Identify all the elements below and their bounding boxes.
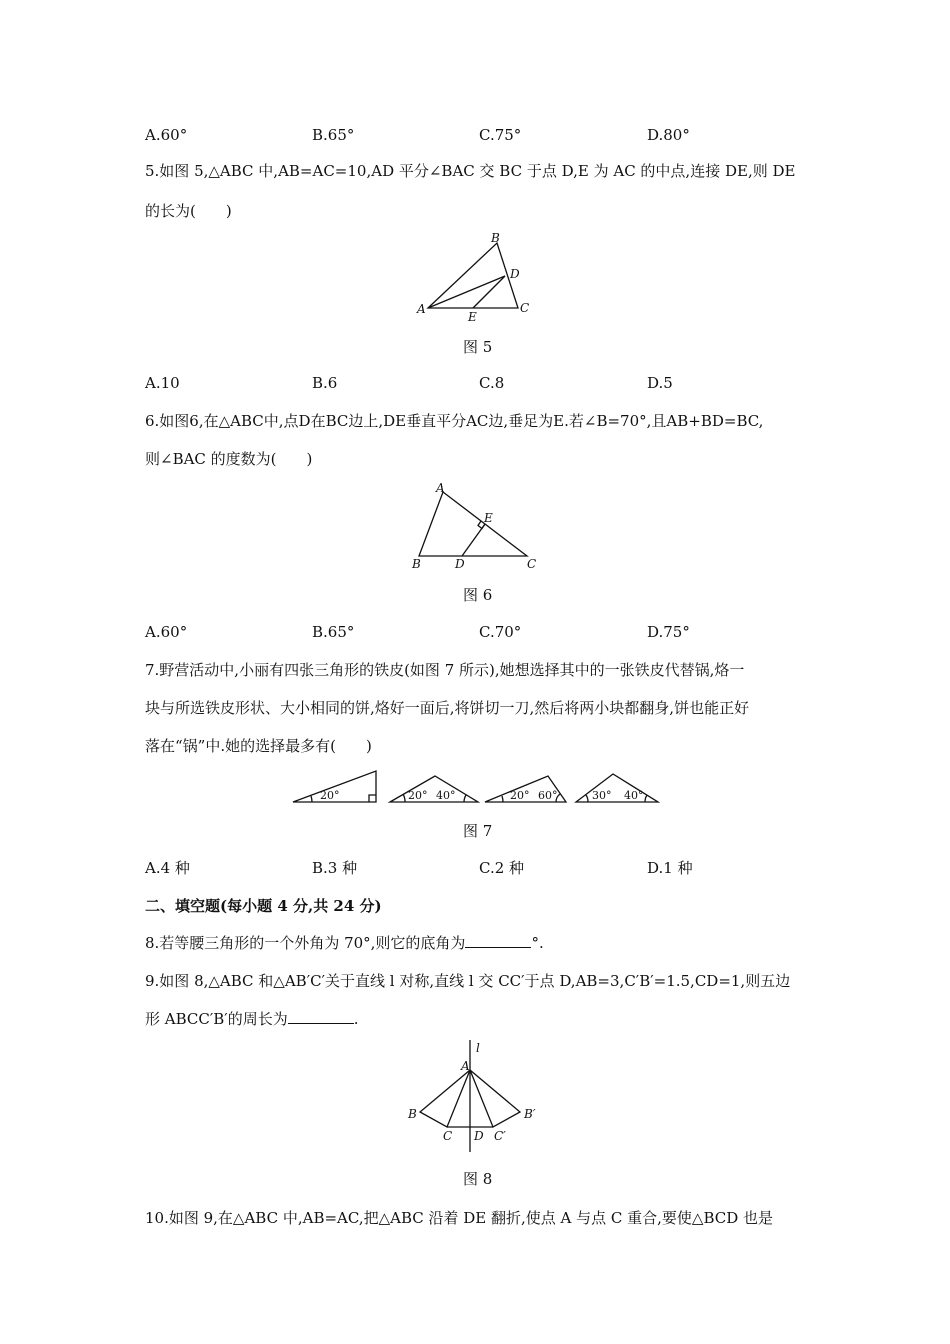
fig5-label-c: C — [520, 301, 530, 315]
q6-option-c: C.70° — [479, 623, 522, 641]
q7-option-c: C.2 种 — [479, 859, 525, 877]
fig7-tri3-angle1: 20° — [510, 789, 530, 802]
q6-text-line2: 则∠BAC 的度数为( ) — [145, 450, 313, 468]
fig8-label-b-prime: B′ — [524, 1107, 536, 1121]
figure-7-caption: 图 7 — [463, 822, 493, 840]
fig8-label-c: C — [443, 1129, 453, 1143]
q5-option-d: D.5 — [647, 374, 673, 392]
fig8-label-b: B — [408, 1107, 417, 1121]
fig7-tri4-angle2: 40° — [624, 789, 644, 802]
q9-answer-blank — [288, 1008, 354, 1024]
q6-option-b: B.65° — [312, 623, 355, 641]
fig5-label-b: B — [491, 231, 500, 245]
fig7-tri2-angle2: 40° — [436, 789, 456, 802]
q5-text-line1: 5.如图 5,△ABC 中,AB=AC=10,AD 平分∠BAC 交 BC 于点 D,E 为 AC 的中点,连接 DE,则 DE — [145, 162, 796, 180]
figure-6 — [405, 478, 555, 573]
fig5-label-d: D — [510, 267, 520, 281]
fig7-tri3-angle2: 60° — [538, 789, 558, 802]
q7-text-line1: 7.野营活动中,小丽有四张三角形的铁皮(如图 7 所示),她想选择其中的一张铁皮代替锅,烙一 — [145, 661, 745, 679]
q8-answer-blank — [465, 932, 531, 948]
fig5-label-e: E — [468, 310, 477, 324]
q8-text: 8.若等腰三角形的一个外角为 70°,则它的底角为 — [145, 934, 466, 952]
q8-question — [145, 932, 544, 954]
q4-option-a: A.60° — [145, 126, 188, 144]
figure-5-caption: 图 5 — [463, 338, 493, 356]
q9-text-end: . — [353, 1010, 359, 1028]
fig6-label-d: D — [455, 557, 465, 571]
q9-question-line2 — [145, 1008, 358, 1030]
fig6-label-b: B — [412, 557, 421, 571]
q4-option-b: B.65° — [312, 126, 355, 144]
fig7-tri4-angle1: 30° — [592, 789, 612, 802]
fig5-label-a: A — [417, 302, 426, 316]
fig7-tri1-angle1: 20° — [320, 789, 340, 802]
q5-option-b: B.6 — [312, 374, 338, 392]
q7-option-a: A.4 种 — [145, 859, 190, 877]
figure-7 — [290, 768, 665, 808]
figure-8 — [400, 1040, 550, 1155]
q9-text: 形 ABCC′B′的周长为 — [145, 1010, 288, 1028]
q7-option-d: D.1 种 — [647, 859, 693, 877]
figure-8-caption: 图 8 — [463, 1170, 493, 1188]
q6-text-line1: 6.如图6,在△ABC中,点D在BC边上,DE垂直平分AC边,垂足为E.若∠B=70°,且AB+BD=BC, — [145, 412, 764, 430]
q4-option-c: C.75° — [479, 126, 522, 144]
fig8-label-a: A — [461, 1059, 470, 1073]
q6-option-d: D.75° — [647, 623, 690, 641]
figure-6-caption: 图 6 — [463, 586, 493, 604]
q4-option-d: D.80° — [647, 126, 690, 144]
figure-5 — [410, 228, 540, 328]
fig7-tri2-angle1: 20° — [408, 789, 428, 802]
q7-option-b: B.3 种 — [312, 859, 358, 877]
fig8-label-l: l — [476, 1041, 480, 1055]
q7-text-line3: 落在“锅”中.她的选择最多有( ) — [145, 737, 372, 755]
section2-heading: 二、填空题(每小题 4 分,共 24 分) — [145, 897, 382, 915]
q6-option-a: A.60° — [145, 623, 188, 641]
q7-text-line2: 块与所选铁皮形状、大小相同的饼,烙好一面后,将饼切一刀,然后将两小块都翻身,饼也能正好 — [145, 699, 750, 717]
q10-text-line1: 10.如图 9,在△ABC 中,AB=AC,把△ABC 沿着 DE 翻折,使点 A 与点 C 重合,要使△BCD 也是 — [145, 1209, 774, 1227]
q5-option-c: C.8 — [479, 374, 505, 392]
fig8-label-c-prime: C′ — [494, 1129, 506, 1143]
q9-text-line1: 9.如图 8,△ABC 和△AB′C′关于直线 l 对称,直线 l 交 CC′于点 D,AB=3,C′B′=1.5,CD=1,则五边 — [145, 972, 791, 990]
fig8-label-d: D — [474, 1129, 484, 1143]
fig6-label-a: A — [436, 481, 445, 495]
q8-text-end: °. — [531, 934, 544, 952]
q5-option-a: A.10 — [145, 374, 180, 392]
fig6-label-c: C — [527, 557, 537, 571]
q5-text-line2: 的长为( ) — [145, 202, 232, 220]
fig6-label-e: E — [484, 511, 493, 525]
